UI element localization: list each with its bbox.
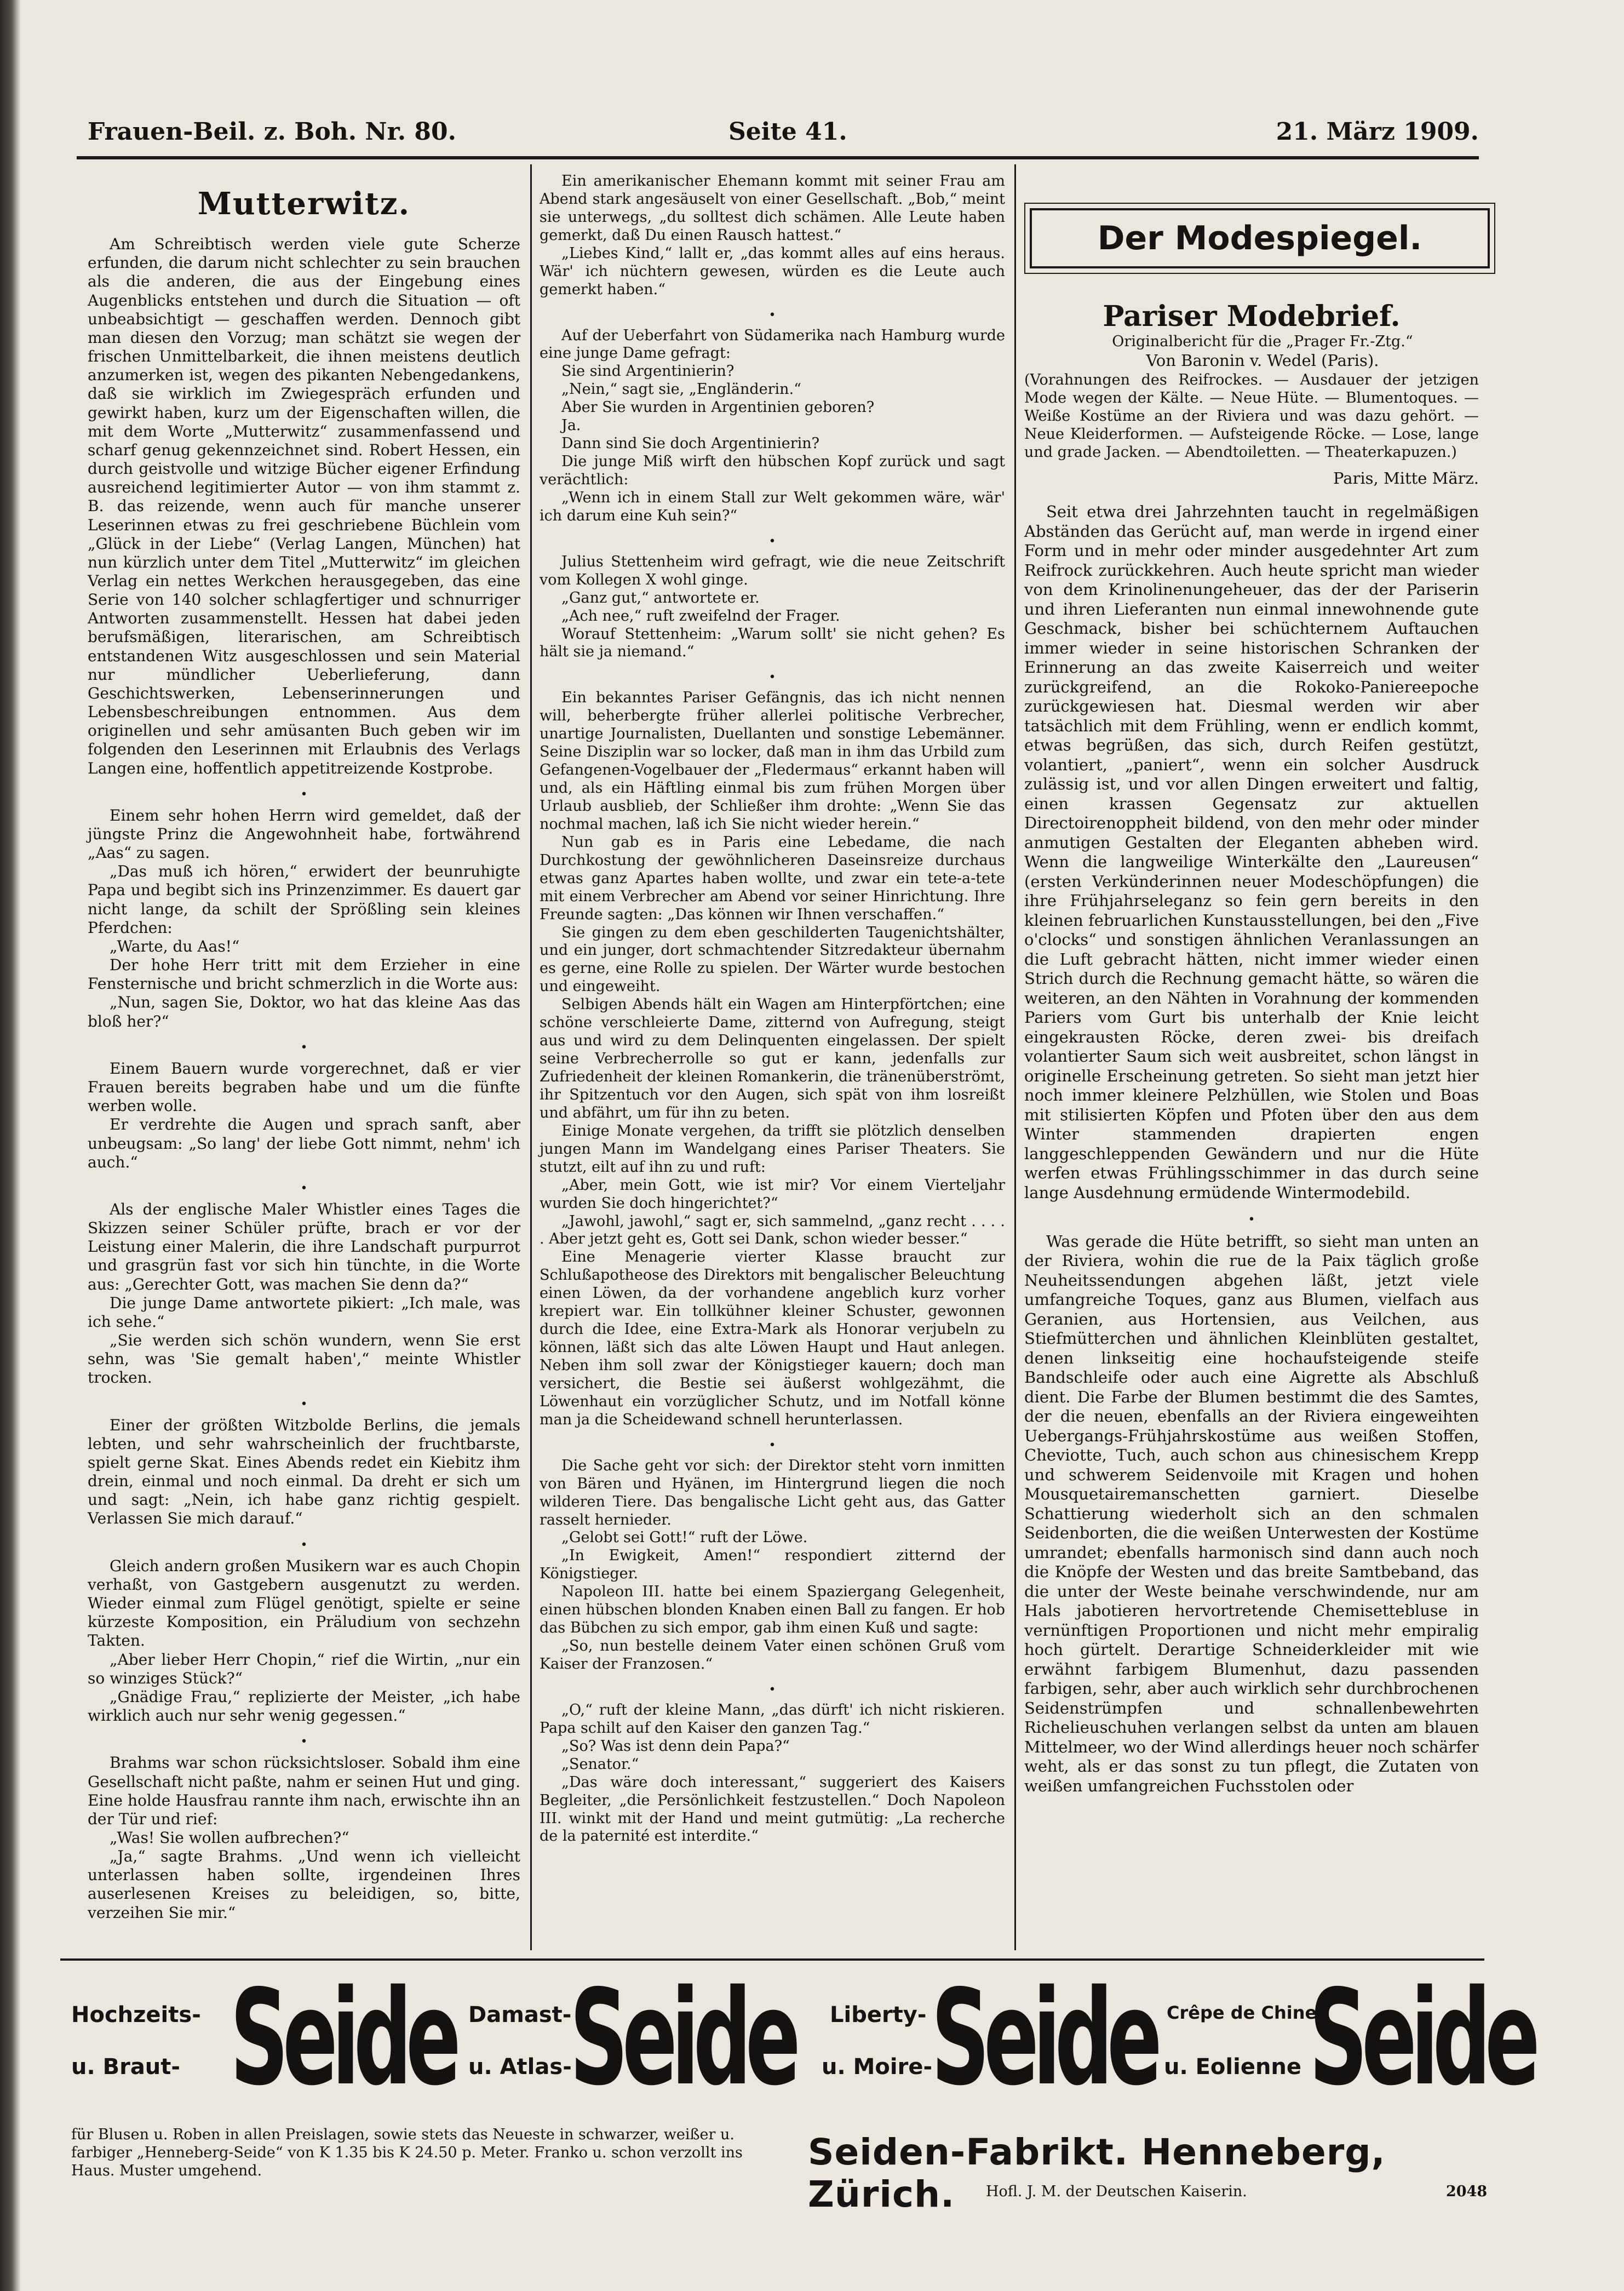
column-mutterwitz xyxy=(88,186,520,1922)
paragraph: Aber Sie wurden in Argentinien geboren? xyxy=(561,399,875,416)
paragraph: Ja. xyxy=(561,417,581,434)
section-separator: • xyxy=(768,1682,776,1697)
ad-label-4-bottom: u. Eolienne xyxy=(1164,2054,1302,2080)
section-separator: • xyxy=(300,1397,308,1411)
section-separator: • xyxy=(768,671,776,685)
paragraph: „Jawohl, jawohl,“ sagt er, sich sammelnd, „ganz recht . . . . . Aber jetzt geht es, Gott sei Dank, schon wieder besser.“ xyxy=(540,1212,1005,1248)
paragraph: Selbigen Abends hält ein Wagen am Hinterpförtchen; eine schöne verschleierte Dame, zitternd von Aufregung, steigt aus und wird zu dem Delinquenten eingelassen. Der spielt seine Verbrecherrolle so gut er kann, jedenfalls zur Zufriedenheit der kleinen Romankerin, die tränenüberströmt, ihr Spitzentuch vor den Augen, sich spät von ihm losreißt und abfährt, um für ihn zu beten. xyxy=(540,996,1005,1121)
paragraph: „Gelobt sei Gott!“ ruft der Löwe. xyxy=(561,1529,808,1547)
section-separator: • xyxy=(300,787,308,801)
paragraph: „Aber lieber Herr Chopin,“ rief die Wirtin, „nur ein so winziges Stück?“ xyxy=(88,1650,520,1687)
paragraph: Gleich andern großen Musikern war es auch Chopin verhaßt, von Gastgebern ausgenutzt zu werden. Wieder einmal zum Flügel genötigt, spielte er seine kürzeste Komposition, ein Präludium von sechzehn Takten. xyxy=(88,1556,520,1650)
paragraph: „O,“ ruft der kleine Mann, „das dürft' ich nicht riskieren. Papa schilt auf den Kaiser den ganzen Tag.“ xyxy=(540,1701,1005,1737)
ad-purveyor-note: Hofl. J. M. der Deutschen Kaiserin. xyxy=(986,2183,1247,2200)
header-date: 21. März 1909. xyxy=(1276,118,1479,146)
paragraph: Die Sache geht vor sich: der Direktor steht vorn inmitten von Bären und Hyänen, im Hintergrund liegen die noch wilderen Tiere. Das bengalische Licht geht aus, das Gatter rasselt hernieder. xyxy=(540,1457,1005,1528)
header-page-number: Seite 41. xyxy=(728,118,847,146)
ad-company-name: Seiden-Fabrikt. Henneberg, Zürich. xyxy=(808,2131,1386,2215)
paragraph: „So, nun bestelle deinem Vater einen schönen Gruß vom Kaiser der Franzosen.“ xyxy=(540,1637,1005,1673)
ad-seide-word-2: Seide xyxy=(570,1961,795,2115)
section-separator: • xyxy=(300,1181,308,1195)
ad-label-2-bottom: u. Atlas- xyxy=(468,2054,572,2080)
paragraph: „Was! Sie wollen aufbrechen?“ xyxy=(110,1828,349,1847)
paragraph: Napoleon III. hatte bei einem Spaziergang Gelegenheit, einen hübschen blonden Knaben einen Ball zu fangen. Er hob das Bübchen zu sich empor, gab ihm einen Kuß und sagte: xyxy=(540,1583,1005,1637)
paragraph: Seit etwa drei Jahrzehnten taucht in regelmäßigen Abständen das Gerücht auf, man werde in irgend einer Form und in mehr oder minder ausgedehnter Art zum Reifrock zurückkehren. Auch heute spricht man wieder von dem Krinolinenungeheuer, das der der Pariserin und ihren Lieferanten nun einmal innewohnende gute Geschmack, bisher bei schüchternem Auftauchen immer wieder in seine historischen Schranken der Erinnerung an das zweite Kaiserreich und weiter zurückgreifend, an die Rokoko-Paniereepoche zurückgewiesen hat. Diesmal werden wir aber tatsächlich mit dem Frühling, wenn er endlich kommt, etwas begrüßen, das sich, durch Reifen gestützt, volantiert, „paniert“, wenn ein solcher Ausdruck zulässig ist, und vor allen Dingen erweitert und faltig, einen krassen Gegensatz zur aktuellen Directoirenoppheit bildend, von den mehr oder minder anmutigen Gestalten der Eleganten abheben wird. Wenn die langweilige Winterkälte den „Laureusen“ (ersten Verkünderinnen neuer Modeschöpfungen) die ihre Frühjahrseleganz so fein gern bereits in den kleinen februarlichen Kunstausstellungen, bei den „Five o'clocks“ und sonstigen ähnlichen Veranlassungen an die Luft gebracht hätten, nicht immer wieder einen Strich durch die Rechnung gemacht hätte, so wären die weiteren, an den Nähten in Vorahnung der kommenden Pariers vom Gurt bis unterhalb der Knie leicht eingekrausten Röcke, deren zwei- bis dreifach volantierter Saum sich weit ausbreitet, schon längst in originelle Erscheinung getreten. So sieht man jetzt hier noch immer kleinere Pelzhüllen, wie Stolen und Boas mit stilisierten Köpfen und Pfoten über den aus dem Winter stammenden drapierten engen langgeschleppenden Gewändern und nur die Hüte werfen etwas Frühlingsschimmer in das durch seine lange Ausdehnung ermüdende Wintermodebild. xyxy=(1024,502,1479,1202)
section-separator: • xyxy=(768,308,776,322)
article-title-modebrief: Pariser Modebrief. xyxy=(1103,300,1401,333)
paragraph: Die junge Miß wirft den hübschen Kopf zurück und sagt verächtlich: xyxy=(540,453,1005,488)
paragraph: „Ganz gut,“ antwortete er. xyxy=(561,589,760,606)
article-author: Von Baronin v. Wedel (Paris). xyxy=(1146,351,1379,370)
paragraph: Brahms war schon rücksichtsloser. Sobald ihm eine Gesellschaft nicht paßte, nahm er seinen Hut und ging. Eine holde Hausfrau rannte ihm nach, erwischte ihn an der Tür und rief: xyxy=(88,1754,520,1828)
section-separator: • xyxy=(300,1538,308,1552)
article-subtitle: Originalbericht für die „Prager Fr.-Ztg.“ xyxy=(1112,333,1413,350)
paragraph: „Sie werden sich schön wundern, wenn Sie erst sehn, was 'Sie gemalt haben',“ meinte Whistler trocken. xyxy=(88,1331,520,1387)
paragraph: „Nun, sagen Sie, Doktor, wo hat das kleine Aas das bloß her?“ xyxy=(88,993,520,1030)
paragraph: Der hohe Herr tritt mit dem Erzieher in eine Fensternische und bricht schmerzlich in die Worte aus: xyxy=(88,956,520,993)
section-separator: • xyxy=(300,1735,308,1749)
ad-label-4-top: Crêpe de Chine- xyxy=(1167,2002,1324,2023)
section-separator: • xyxy=(300,1040,308,1055)
ad-small-text: für Blusen u. Roben in allen Preislagen, sowie stets das Neueste in schwarzer, weißer u. farbiger „Henneberg-Seide“ von K 1.35 bis K 24.50 p. Meter. Franko u. schon verzollt ins Haus. Muster umgehend. xyxy=(71,2126,743,2179)
paragraph: Worauf Stettenheim: „Warum sollt' sie nicht gehen? Es hält sie ja niemand.“ xyxy=(540,625,1005,661)
header-issue: Frauen-Beil. z. Boh. Nr. 80. xyxy=(88,118,456,146)
paragraph: Einer der größten Witzbolde Berlins, die jemals lebten, und sehr wahrscheinlich der fruchtbarste, spielt gerne Skat. Eines Abends redet ein Kiebitz ihm drein, einmal und noch einmal. Da dreht er sich um und sagt: „Nein, ich habe ganz richtig gespielt. Verlassen Sie mich darauf.“ xyxy=(88,1416,520,1528)
ad-seide-word-3: Seide xyxy=(931,1961,1156,2115)
paragraph: Eine Menagerie vierter Klasse braucht zur Schlußapotheose des Direktors mit bengalischer Beleuchtung einen Löwen, da der vorhandene angeblich kurz vorher krepiert war. Ein tollkühner kleiner Schuster, gewonnen durch die Idee, eine Extra-Mark als Honorar verjubeln zu können, läßt sich das alte Löwen Haupt und Haut anlegen. Neben ihm soll zwar der Königstieger kauern; doch man versichert, die Bestie sei äußerst wohlgezähmt, die Löwenhaut ein vorzüglicher Schutz, und im Notfall könne man ja die Scheidewand schnell herunterlassen. xyxy=(540,1248,1005,1428)
ad-label-1-top: Hochzeits- xyxy=(71,2002,201,2027)
ad-seide-word-4: Seide xyxy=(1309,1961,1534,2115)
paragraph: Nun gab es in Paris eine Lebedame, die nach Durchkostung der gewöhnlicheren Daseinsreize durchaus etwas ganz Apartes haben wollte, und zwar ein tete-a-tete mit einem Verbrecher am Abend vor seiner Hinrichtung. Ihre Freunde sagten: „Das können wir Ihnen verschaffen.“ xyxy=(540,833,1005,923)
paragraph: „Warte, du Aas!“ xyxy=(110,937,240,955)
paragraph: „Senator.“ xyxy=(561,1755,639,1773)
ad-label-3-bottom: u. Moire- xyxy=(822,2054,933,2080)
paragraph: „Liebes Kind,“ lallt er, „das kommt alles auf eins heraus. Wär' ich nüchtern gewesen, würden es die Leute auch gemerkt haben.“ xyxy=(540,244,1005,298)
paragraph: Ein bekanntes Pariser Gefängnis, das ich nicht nennen will, beherbergte früher allerlei politische Verbrecher, unartige Journalisten, Duellanten und sonstige Lebemänner. Seine Disziplin war so locker, daß man in ihm das Urbild zum Gefangenen-Vogelbauer der „Fledermaus“ erkannt haben will und, als ein Häftling einmal bis zum frühen Morgen über Urlaub ausblieb, der Schließer ihm drohte: „Wenn Sie das nochmal machen, laß ich Sie nicht wieder herein.“ xyxy=(540,689,1005,833)
column-divider-2 xyxy=(1014,164,1016,1950)
column-anecdotes xyxy=(540,173,1005,1846)
page-header xyxy=(77,118,1479,156)
article-summary: (Vorahnungen des Reifrockes. — Ausdauer der jetzigen Mode wegen der Kälte. — Neue Hüte. — Blumentoques. — Weiße Kostüme an der Riviera und was dazu gehört. — Neue Kleiderformen. — Aufsteigende Röcke. — Lose, lange und grade Jacken. — Abendtoiletten. — Theaterkapuzen.) xyxy=(1024,371,1479,461)
paragraph: Am Schreibtisch werden viele gute Scherze erfunden, die darum nicht schlechter zu sein brauchen als die anderen, die aus der Eingebung eines Augenblicks entstehen und durch die Situation — oft unbeabsichtigt — geschaffen werden. Dennoch gibt man diesen den Vorzug; man schätzt sie wegen der frischen Unmittelbarkeit, die ihnen meistens deutlich anzumerken ist, wegen des pikanten Nebengedankens, daß sie wirklich im Zwiegespräch erfunden und gewirkt haben, kurz um der Eigenschaften willen, die mit dem Worte „Mutterwitz“ zusammenfassend und scharf genug gekennzeichnet sind. Robert Hessen, ein durch geistvolle und witzige Bücher eigener Erfindung ausreichend legitimierter Autor — von ihm stammt z. B. das reizende, wenn auch für manche unserer Leserinnen etwas zu frei geschriebene Büchlein vom „Glück in der Liebe“ (Verlag Langen, München) hat nun kürzlich unter dem Titel „Mutterwitz“ im gleichen Verlag ein nettes Werkchen herausgegeben, das eine Serie von 140 solcher schlagfertiger und schnurriger Antworten zusammenstellt. Hessen hat dabei jeden berufsmäßigen, literarischen, am Schreibtisch entstandenen Witz ausgeschlossen und sein Material nur mündlicher Ueberlieferung, dann Geschichtswerken, Lebenserinnerungen und Lebensbeschreibungen entnommen. Aus dem originellen und sehr amüsanten Buch geben wir im folgenden den Leserinnen mit Erlaubnis des Verlags Langen eine, hoffentlich appetitreizende Kostprobe. xyxy=(88,235,520,777)
paragraph: „Das muß ich hören,“ erwidert der beunruhigte Papa und begibt sich ins Prinzenzimmer. Es dauert gar nicht lange, da schilt der Sprößling sein kleines Pferdchen: xyxy=(88,862,520,937)
column-modebrief xyxy=(1024,300,1479,1796)
paragraph: Sie sind Argentinierin? xyxy=(561,363,734,380)
paragraph: „In Ewigkeit, Amen!“ respondiert zitternd der Königstieger. xyxy=(540,1547,1005,1583)
section-separator: • xyxy=(768,1438,776,1452)
paragraph: „Ja,“ sagte Brahms. „Und wenn ich vielleicht unterlassen haben sollte, irgendeinen Ihres auserlesenen Kreises zu beleidigen, so, bitte, verzeihen Sie mir.“ xyxy=(88,1847,520,1922)
section-separator: • xyxy=(768,534,776,548)
paragraph: Einige Monate vergehen, da trifft sie plötzlich denselben jungen Mann im Wandelgang eines Pariser Theaters. Sie stutzt, eilt auf ihn zu und ruft: xyxy=(540,1122,1005,1176)
paragraph: „Aber, mein Gott, wie ist mir? Vor einem Vierteljahr wurden Sie doch hingerichtet?“ xyxy=(540,1176,1005,1212)
paragraph: Sie gingen zu dem eben geschilderten Taugenichtshälter, und ein junger, dort schmachtender Sitzredakteur übernahm es gerne, eine Rolle zu spielen. Der Wärter wurde bestochen und eingeweiht. xyxy=(540,924,1005,995)
paragraph: Einem sehr hohen Herrn wird gemeldet, daß der jüngste Prinz die Angewohnheit habe, fortwährend „Aas“ zu sagen. xyxy=(88,806,520,862)
header-rule xyxy=(77,156,1479,159)
paragraph: „Gnädige Frau,“ replizierte der Meister, „ich habe wirklich auch nur sehr wenig gegessen.“ xyxy=(88,1687,520,1725)
henneberg-advertisement xyxy=(60,1961,1534,2215)
ad-seide-word-1: Seide xyxy=(230,1961,455,2115)
article-title-mutterwitz: Mutterwitz. xyxy=(197,186,411,222)
paragraph: „Das wäre doch interessant,“ suggeriert des Kaisers Begleiter, „die Persönlichkeit festzustellen.“ Doch Napoleon III. winkt mit der Hand und meint gutmütig: „La recherche de la paternité est interdite.“ xyxy=(540,1773,1005,1845)
paragraph: Als der englische Maler Whistler eines Tages die Skizzen seiner Schüler prüfte, brach er vor der Leistung einer Malerin, die ihre Landschaft purpurrot und grasgrün fast vor sich hin tünchte, in die Worte aus: „Gerechter Gott, was machen Sie denn da?“ xyxy=(88,1200,520,1293)
ad-code: 2048 xyxy=(1446,2183,1488,2200)
paragraph: Einem Bauern wurde vorgerechnet, daß er vier Frauen bereits begraben habe und um die fünfte werben wolle. xyxy=(88,1059,520,1115)
paragraph: „So? Was ist denn dein Papa?“ xyxy=(561,1737,790,1755)
paragraph: Auf der Ueberfahrt von Südamerika nach Hamburg wurde eine junge Dame gefragt: xyxy=(540,327,1005,362)
paragraph: Er verdrehte die Augen und sprach sanft, aber unbeugsam: „So lang' der liebe Gott nimmt, nehm' ich auch.“ xyxy=(88,1115,520,1171)
ad-top-rule xyxy=(60,1958,1484,1961)
paragraph: Dann sind Sie doch Argentinierin? xyxy=(561,435,820,453)
paragraph: „Nein,“ sagt sie, „Engländerin.“ xyxy=(561,381,801,398)
modespiegel-title: Der Modespiegel. xyxy=(1097,219,1422,257)
paragraph: „Ach nee,“ ruft zweifelnd der Frager. xyxy=(561,607,840,625)
column-divider-1 xyxy=(530,164,532,1950)
ad-label-2-top: Damast- xyxy=(468,2002,572,2027)
paragraph: Was gerade die Hüte betrifft, so sieht man unten an der Riviera, wohin die rue de la Paix täglich große Neuheitssendungen abgehen läßt, jetzt viele umfangreiche Toques, ganz aus Blumen, vielfach aus Geranien, aus Hortensien, aus Veilchen, aus Stiefmütterchen und ähnlichen Kleinblüten gestaltet, denen linkseitig eine hochaufsteigende steife Bandschleife oder auch eine Aigrette als Abschluß dient. Die Farbe der Blumen bestimmt die des Samtes, der die neuen, ebenfalls an der Riviera eingeweihten Uebergangs-Frühjahrskostüme aus weißen Stoffen, Cheviotte, Tuch, auch schon aus chinesischem Krepp und schwerem Seidenvoile mit Kragen und hohen Mousquetairemanschetten garniert. Dieselbe Schattierung wiederholt sich an den schmalen Seidenborten, die die weißen Unterwesten der Kostüme umrandet; ebenfalls harmonisch sind dann auch noch die Knöpfe der Westen und das breite Samtbeband, das die unter der Weste beinahe verschwindende, nur am Hals jabotieren hervortretende Chemisettebluse in vernünftigen Proportionen und nicht mehr empiralig hoch gürtelt. Derartige Schneiderkleider mit wie erwähnt farbigem Blumenhut, dazu passenden farbigen, sehr, aber auch wirklich sehr durchbrochenen Seidenstrümpfen und schnallenbewehrten Richelieuschuhen verlangen selbst da unten am blauen Mittelmeer, wo der Wind allerdings heuer noch schärfer weht, als er das sonst zu tun pflegt, die Zutaten von weißen umfangreichen Fuchsstolen oder xyxy=(1024,1232,1479,1795)
scan-edge xyxy=(0,0,21,2291)
ad-label-3-top: Liberty- xyxy=(830,2002,927,2027)
section-separator: • xyxy=(1248,1213,1255,1227)
paragraph: Die junge Dame antwortete pikiert: „Ich male, was ich sehe.“ xyxy=(88,1293,520,1331)
paragraph: Julius Stettenheim wird gefragt, wie die neue Zeitschrift vom Kollegen X wohl ginge. xyxy=(540,553,1005,588)
modespiegel-box xyxy=(1030,208,1490,268)
ad-label-1-bottom: u. Braut- xyxy=(71,2054,181,2080)
article-dateline: Paris, Mitte März. xyxy=(1333,468,1479,488)
paragraph: „Wenn ich in einem Stall zur Welt gekommen wäre, wär' ich darum eine Kuh sein?“ xyxy=(540,489,1005,524)
paragraph: Ein amerikanischer Ehemann kommt mit seiner Frau am Abend stark angesäuselt von einer Gesellschaft. „Bob,“ meint sie unterwegs, „du solltest dich schämen. Alle Leute haben gemerkt, daß Du einen Rausch hattest.“ xyxy=(540,173,1005,244)
